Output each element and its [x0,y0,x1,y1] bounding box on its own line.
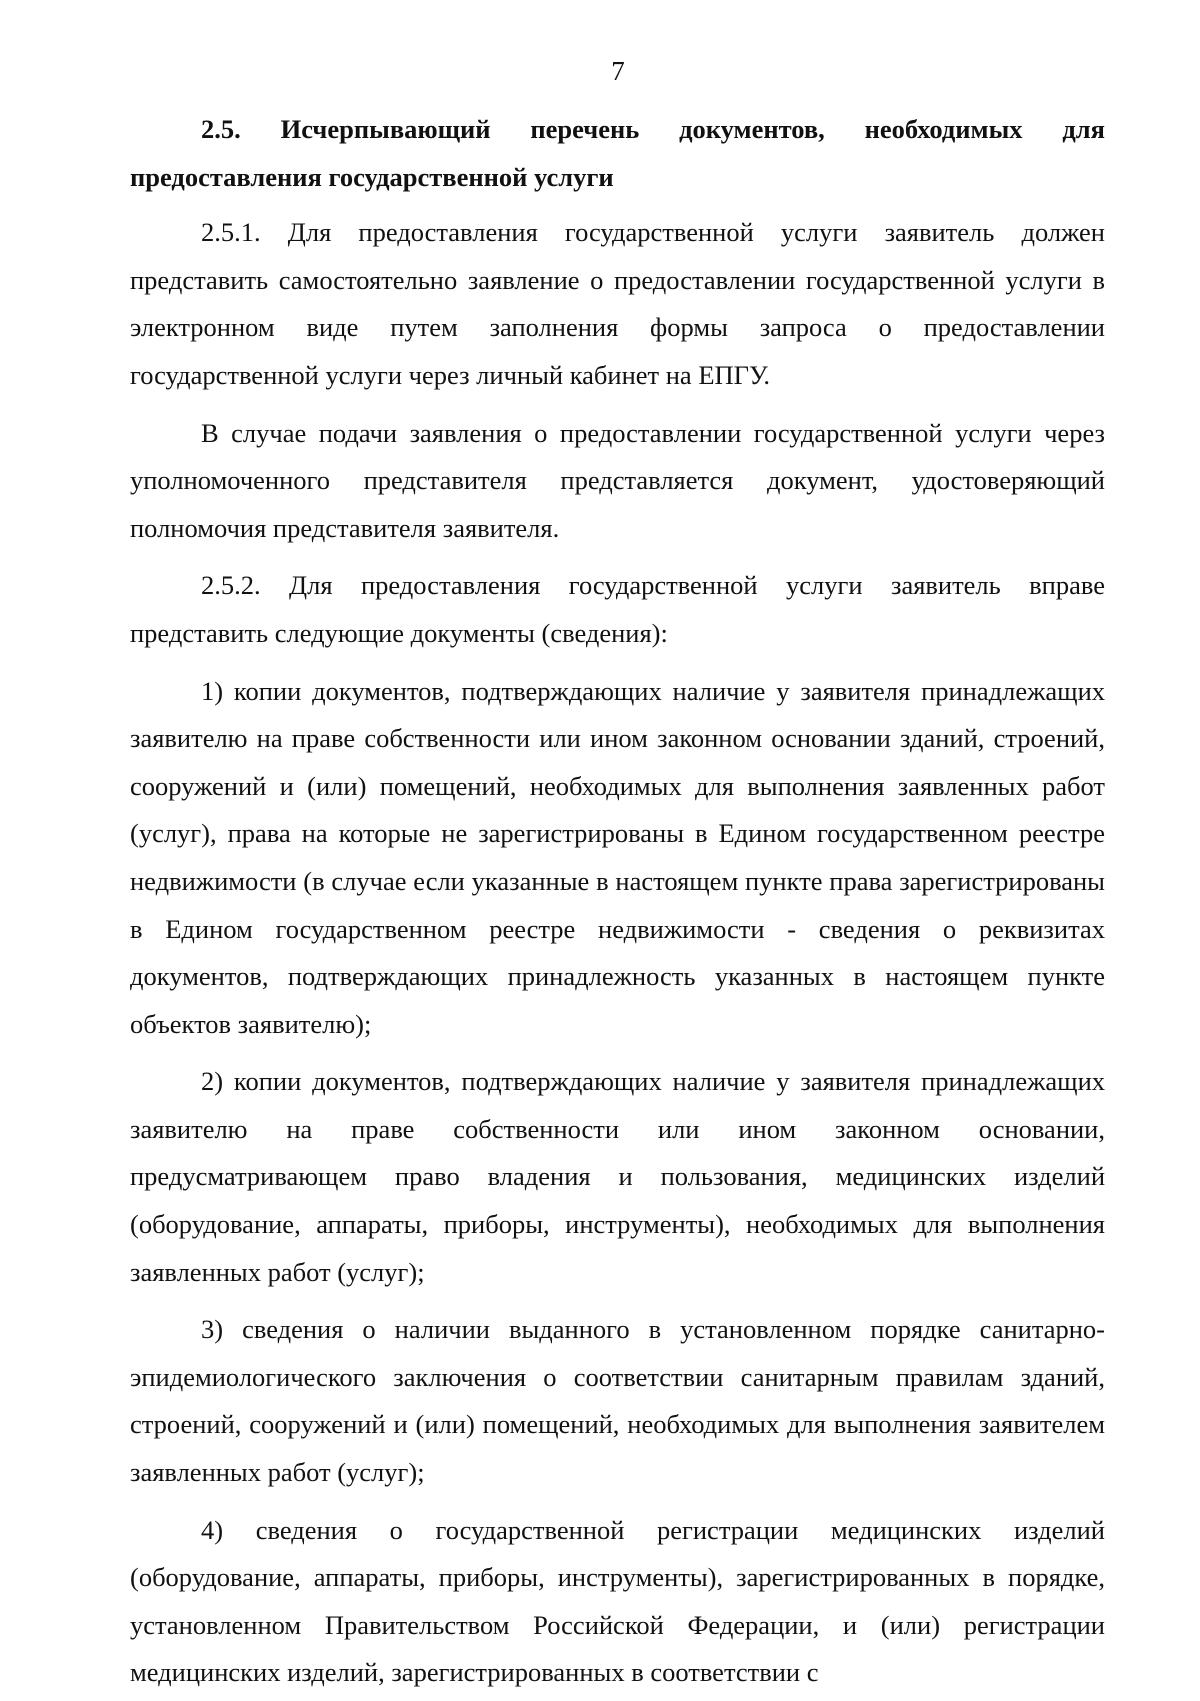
list-item-1: 1) копии документов, подтверждающих наличие у заявителя принадлежащих заявителю на праве собственности или ином законном основании зданий, строений, сооружений и (или) помещений, необходимых для выполнения заявленных работ (услуг), права на которые не зарегистрированы в Едином государственном реестре недвижимости (в случае если указанные в настоящем пункте права зарегистрированы в Едином государственном реестре недвижимости - сведения о реквизитах документов, подтверждающих принадлежность указанных в настоящем пункте объектов заявителю); [130,675,1105,1039]
paragraph-2-5-2: 2.5.2. Для предоставления государственной услуги заявитель вправе представить следующие документы (сведения): [130,570,1105,648]
section-heading: 2.5. Исчерпывающий перечень документов, необходимых для предоставления государственной услуги [130,114,1105,192]
section-body [130,106,1105,1701]
paragraph-representative: В случае подачи заявления о предоставлении государственной услуги через уполномоченного представителя представляется документ, удостоверяющий полномочия представителя заявителя. [130,417,1105,543]
list-item-4: 4) сведения о государственной регистрации медицинских изделий (оборудование, аппараты, приборы, инструменты), зарегистрированных в порядке, установленном Правительством Российской Федерации, и (или) регистрации медицинских изделий, зарегистрированных в соответствии с [130,1514,1105,1688]
paragraph-2-5-1: 2.5.1. Для предоставления государственной услуги заявитель должен представить самостоятельно заявление о предоставлении государственной услуги в электронном виде путем заполнения формы запроса о предоставлении государственной услуги через личный кабинет на ЕПГУ. [130,217,1105,390]
list-item-3: 3) сведения о наличии выданного в установленном порядке санитарно-эпидемиологического заключения о соответствии санитарным правилам зданий, строений, сооружений и (или) помещений, необходимых для выполнения заявителем заявленных работ (услуг); [130,1314,1105,1488]
page-number: 7 [611,56,625,86]
list-item-2: 2) копии документов, подтверждающих наличие у заявителя принадлежащих заявителю на праве собственности или ином законном основании, предусматривающем право владения и пользования, медицинских изделий (оборудование, аппараты, приборы, инструменты), необходимых для выполнения заявленных работ (услуг); [130,1066,1105,1287]
